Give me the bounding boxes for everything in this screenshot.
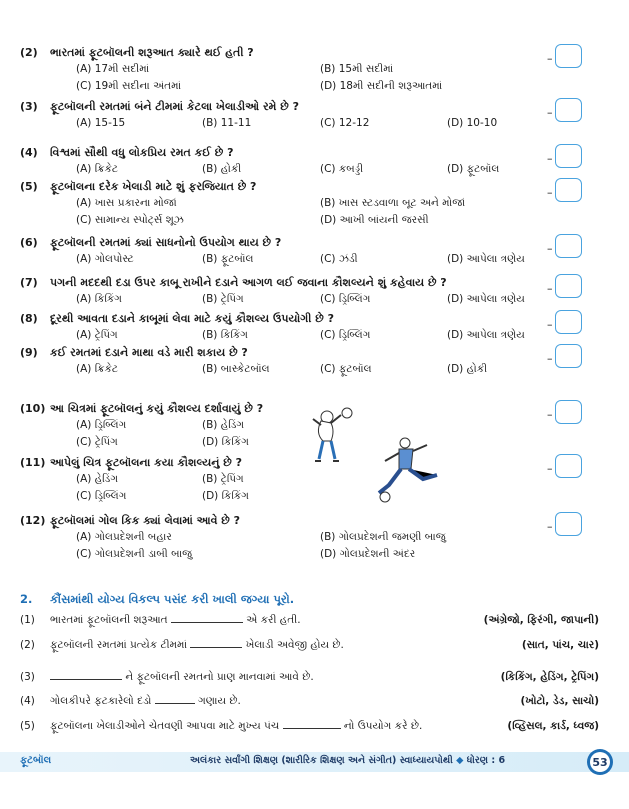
option-c: (C) ડ્રિબ્લિંગ: [76, 490, 127, 502]
question-number: (8): [20, 312, 38, 325]
option-a: (A) ટ્રેપિંગ: [76, 329, 118, 341]
item-sentence: ગોલકીપરે ફટકારેલો દડો ગણાય છે.: [50, 695, 241, 707]
option-b: (B) કિકિંગ: [202, 329, 248, 341]
option-c: (C) 19મી સદીના અંતમાં: [76, 80, 182, 92]
option-c: (C) ટ્રેપિંગ: [76, 436, 118, 448]
option-d: (D) કિકિંગ: [202, 490, 249, 502]
question-number: (2): [20, 46, 38, 59]
answer-box[interactable]: [555, 274, 582, 298]
question-number: (6): [20, 236, 38, 249]
item-number: (2): [20, 639, 35, 651]
answer-box[interactable]: [555, 144, 582, 168]
blank-line[interactable]: [50, 671, 122, 680]
option-a: (A) ગોલપ્રદેશની બહાર: [76, 531, 172, 543]
option-a: (A) કિકિંગ: [76, 293, 122, 305]
answer-box[interactable]: [555, 454, 582, 478]
svg-text:53: 53: [592, 756, 608, 769]
item-sentence: ફૂટબૉલના ખેલાડીઓને ચેતવણી આપવા માટે મુખ્ય પંચ નો ઉપયોગ કરે છે.: [50, 720, 423, 732]
item-number: (5): [20, 720, 35, 732]
section-2-heading: 2. કૌંસમાંથી યોગ્ય વિકલ્પ પસંદ કરી ખાલી જગ્યા પૂરો.: [20, 592, 295, 606]
question-number: (10): [20, 402, 46, 415]
option-c: (C) ડ્રિબ્લિંગ: [320, 293, 371, 305]
blank-line[interactable]: [171, 614, 243, 623]
answer-box[interactable]: [555, 98, 582, 122]
option-d: (D) આપેલા ત્રણેય: [447, 329, 525, 341]
question-text: ફૂટબૉલના દરેક ખેલાડી માટે શું ફરજિયાત છે ?: [50, 180, 257, 193]
option-c: (C) 12-12: [320, 117, 370, 129]
option-a: (A) ડ્રિબ્લિંગ: [76, 419, 127, 431]
option-b: (B) 15મી સદીમાં: [320, 63, 394, 75]
answer-box[interactable]: [555, 178, 582, 202]
item-sentence: ને ફૂટબૉલની રમતનો પ્રાણ માનવામાં આવે છે.: [50, 671, 314, 684]
answer-dash: –: [547, 462, 553, 475]
blank-line[interactable]: [190, 639, 242, 648]
answer-box[interactable]: [555, 400, 582, 424]
answer-box[interactable]: [555, 234, 582, 258]
page-number-badge: [586, 748, 614, 776]
answer-dash: –: [547, 282, 553, 295]
option-a: (A) 17મી સદીમાં: [76, 63, 150, 75]
options-bracket: (કિકિંગ, હેડિંગ, ટ્રેપિંગ): [500, 671, 599, 683]
answer-box[interactable]: [555, 310, 582, 334]
option-d: (D) કિકિંગ: [202, 436, 249, 448]
question-text: ફૂટબૉલમાં ગોલ કિક ક્યાં લેવામાં આવે છે ?: [50, 514, 240, 527]
options-bracket: (અંગ્રેજો, ફિરંગી, જાપાની): [483, 614, 599, 626]
option-b: (B) ખાસ સ્ટડવાળા બૂટ અને મોજાં: [320, 197, 466, 209]
option-c: (C) ગોલપ્રદેશની ડાબી બાજુ: [76, 548, 193, 560]
option-c: (C) ડ્રિબ્લિંગ: [320, 329, 371, 341]
answer-dash: –: [547, 408, 553, 421]
option-a: (A) ક્રિકેટ: [76, 163, 119, 175]
heading-illustration: [305, 405, 365, 467]
option-b: (B) 11-11: [202, 117, 252, 129]
option-d: (D) 18મી સદીની શરૂઆતમાં: [320, 80, 443, 92]
item-sentence: ફૂટબૉલની રમતમાં પ્રત્યેક ટીમમાં ખેલાડી અવેજી હોય છે.: [50, 639, 344, 651]
option-b: (B) ગોલપ્રદેશની જમણી બાજુ: [320, 531, 446, 543]
answer-box[interactable]: [555, 44, 582, 68]
kicking-illustration: [375, 435, 455, 505]
option-b: (B) બાસ્કેટબૉલ: [202, 363, 270, 375]
question-text: દૂરથી આવતા દડાને કાબૂમાં લેવા માટે કયું કૌશલ્ય ઉપયોગી છે ?: [50, 312, 334, 325]
blank-line[interactable]: [283, 720, 341, 729]
option-d: (D) ગોલપ્રદેશની અંદર: [320, 548, 416, 560]
question-text: ભારતમાં ફૂટબૉલની શરૂઆત ક્યારે થઈ હતી ?: [50, 46, 254, 59]
option-d: (D) હોકી: [447, 363, 488, 375]
options-bracket: (ખોટો, ડેડ, સાચો): [520, 695, 599, 707]
option-b: (B) ટ્રેપિંગ: [202, 473, 244, 485]
answer-dash: –: [547, 242, 553, 255]
option-d: (D) ફૂટબૉલ: [447, 163, 500, 175]
question-number: (9): [20, 346, 38, 359]
question-number: (4): [20, 146, 38, 159]
answer-dash: –: [547, 152, 553, 165]
option-d: (D) આખી બાંયની જરસી: [320, 214, 429, 226]
question-text: આપેલું ચિત્ર ફૂટબૉલના કયા કૌશલ્યનું છે ?: [50, 456, 242, 469]
item-sentence: ભારતમાં ફૂટબૉલની શરૂઆત એ કરી હતી.: [50, 614, 301, 626]
question-number: (12): [20, 514, 46, 527]
options-bracket: (વ્હિસલ, કાર્ડ, ધ્વજ): [507, 720, 599, 732]
option-a: (A) હેડિંગ: [76, 473, 118, 485]
blank-line[interactable]: [155, 695, 195, 704]
option-b: (B) ફૂટબૉલ: [202, 253, 254, 265]
answer-dash: –: [547, 318, 553, 331]
item-number: (4): [20, 695, 35, 707]
answer-box[interactable]: [555, 344, 582, 368]
question-number: (3): [20, 100, 38, 113]
answer-dash: –: [547, 520, 553, 533]
footer-bar: [0, 752, 629, 772]
option-c: (C) કબડ્ડી: [320, 163, 364, 175]
option-c: (C) ઝંડી: [320, 253, 358, 265]
option-b: (B) હોકી: [202, 163, 242, 175]
question-text: કઈ રમતમાં દડાને માથા વડે મારી શકાય છે ?: [50, 346, 248, 359]
item-number: (3): [20, 671, 35, 683]
question-number: (7): [20, 276, 38, 289]
question-text: ફૂટબૉલની રમતમાં ક્યાં સાધનોનો ઉપયોગ થાય છે ?: [50, 236, 282, 249]
option-b: (B) હેડિંગ: [202, 419, 245, 431]
options-bracket: (સાત, પાંચ, ચાર): [521, 639, 599, 651]
answer-dash: –: [547, 186, 553, 199]
option-d: (D) આપેલા ત્રણેય: [447, 293, 525, 305]
question-text: પગની મદદથી દડા ઉપર કાબૂ રાખીને દડાને આગળ લઈ જવાના કૌશલ્યને શું કહેવાય છે ?: [50, 276, 447, 289]
question-text: વિશ્વમાં સૌથી વધુ લોકપ્રિય રમત કઈ છે ?: [50, 146, 234, 159]
option-a: (A) ગોલપોસ્ટ: [76, 253, 134, 265]
footer-subject: ફૂટબૉલ: [20, 755, 52, 766]
answer-dash: –: [547, 106, 553, 119]
question-text: ફૂટબૉલની રમતમાં બંને ટીમમાં કેટલા ખેલાડીઓ રમે છે ?: [50, 100, 299, 113]
question-text: આ ચિત્રમાં ફૂટબૉલનું કયું કૌશલ્ય દર્શાવાયું છે ?: [50, 402, 264, 415]
option-c: (C) સામાન્ય સ્પોર્ટ્સ શૂઝ: [76, 214, 184, 226]
option-c: (C) ફૂટબૉલ: [320, 363, 372, 375]
option-a: (A) ક્રિકેટ: [76, 363, 119, 375]
option-a: (A) 15-15: [76, 117, 126, 129]
option-a: (A) ખાસ પ્રકારના મોજાં: [76, 197, 177, 209]
answer-dash: –: [547, 52, 553, 65]
question-number: (11): [20, 456, 46, 469]
question-number: (5): [20, 180, 38, 193]
option-b: (B) ટ્રેપિંગ: [202, 293, 244, 305]
option-d: (D) 10-10: [447, 117, 498, 129]
option-d: (D) આપેલા ત્રણેય: [447, 253, 525, 265]
answer-box[interactable]: [555, 512, 582, 536]
item-number: (1): [20, 614, 35, 626]
answer-dash: –: [547, 352, 553, 365]
footer-book-title: અલંકાર સર્વાંગી શિક્ષણ (શારીરિક શિક્ષણ અને સંગીત) સ્વાધ્યાયપોથી ◆ ધોરણ : 6: [190, 755, 506, 766]
